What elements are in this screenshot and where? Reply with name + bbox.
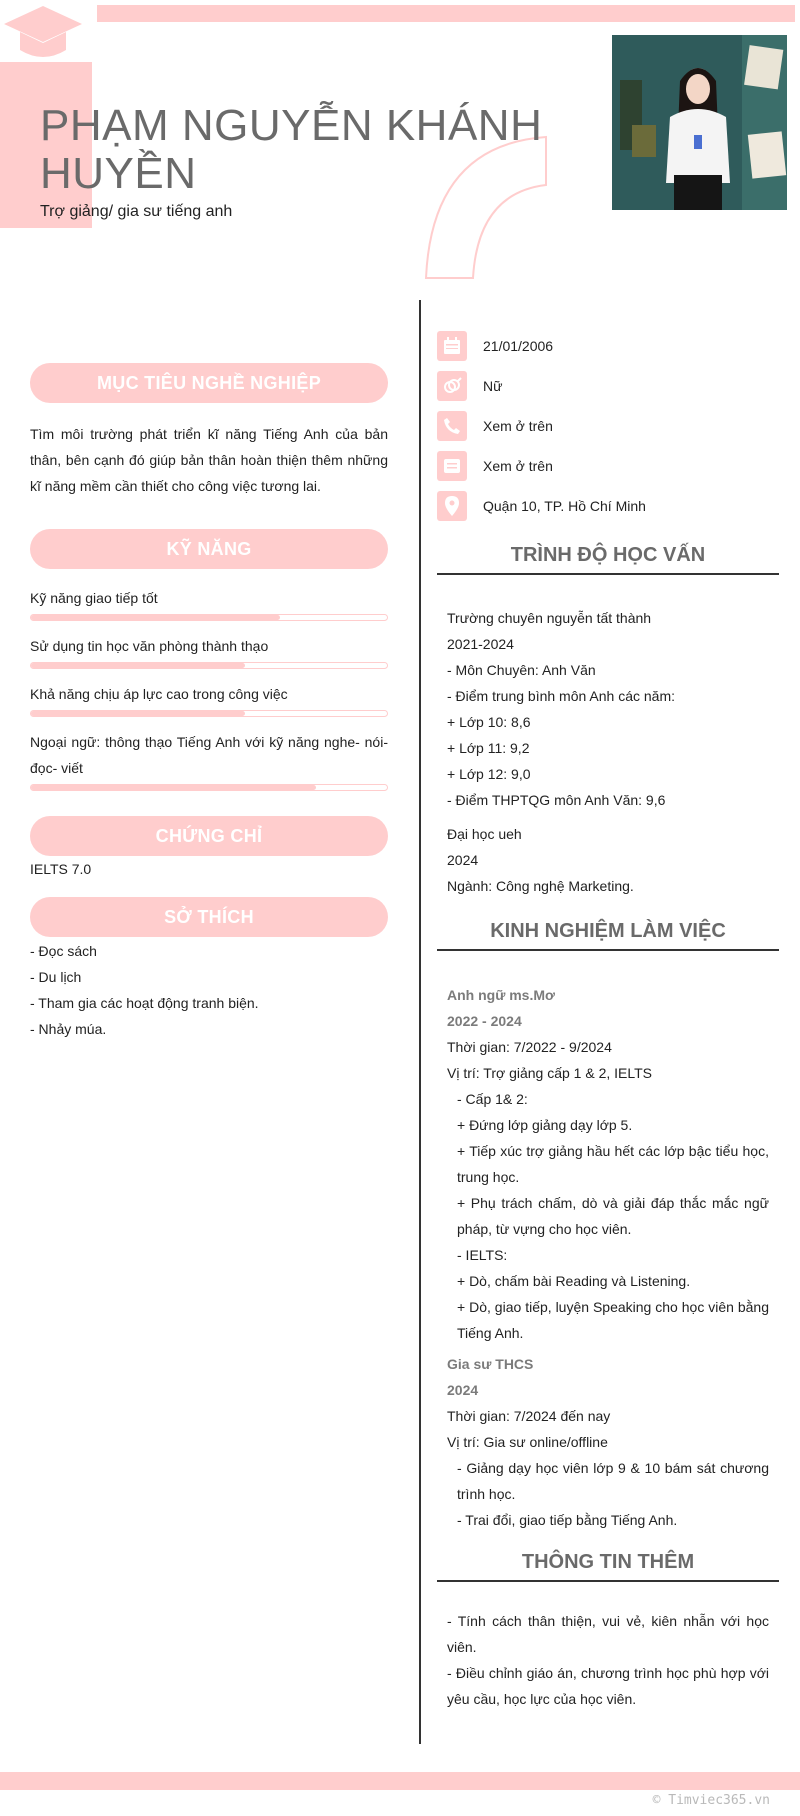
education-line: Ngành: Công nghệ Marketing. — [447, 878, 634, 894]
job-line: Thời gian: 7/2024 đến nay — [447, 1408, 611, 1424]
job-detail: - Giảng dạy học viên lớp 9 & 10 bám sát chương trình học. — [457, 1460, 769, 1502]
company-name: Anh ngữ ms.Mơ — [447, 987, 555, 1003]
education-line: 2021-2024 — [447, 636, 514, 652]
phone-value: Xem ở trên — [483, 418, 553, 434]
hobby-item: - Tham gia các hoạt động tranh biện. — [30, 995, 259, 1011]
education-line: - Điểm THPTQG môn Anh Văn: 9,6 — [447, 792, 666, 808]
experience-rule — [437, 949, 779, 951]
skill-bar-fill — [31, 711, 245, 716]
email-icon — [437, 451, 467, 481]
skill-bar — [30, 614, 388, 621]
email-value: Xem ở trên — [483, 458, 553, 474]
education-rule — [437, 573, 779, 575]
education-heading: TRÌNH ĐỘ HỌC VẤN — [510, 544, 706, 566]
job-detail: + Tiếp xúc trợ giảng hầu hết các lớp bậc tiểu học, trung học. — [457, 1143, 769, 1185]
calendar-icon — [437, 331, 467, 361]
job-detail: + Phụ trách chấm, dò và giải đáp thắc mắc ngữ pháp, từ vựng cho học viên. — [457, 1195, 769, 1237]
hobby-item: - Nhảy múa. — [30, 1021, 107, 1037]
column-divider — [419, 300, 421, 1744]
skill-label: Khả năng chịu áp lực cao trong công việc — [30, 686, 288, 702]
job-line: Vị trí: Trợ giảng cấp 1 & 2, IELTS — [447, 1065, 653, 1081]
gender-value: Nữ — [483, 378, 503, 394]
candidate-name: PHẠM NGUYỄN KHÁNH HUYỀN — [40, 101, 543, 198]
skill-label: Kỹ năng giao tiếp tốt — [30, 590, 158, 606]
skill-bar — [30, 710, 388, 717]
job-detail: + Dò, chấm bài Reading và Listening. — [457, 1273, 691, 1289]
job-title: Trợ giảng/ gia sư tiếng anh — [40, 203, 233, 220]
gender-icon — [437, 371, 467, 401]
education-line: Trường chuyên nguyễn tất thành — [447, 610, 652, 626]
job-detail: - IELTS: — [457, 1247, 508, 1263]
education-line: 2024 — [447, 852, 479, 868]
phone-icon — [437, 411, 467, 441]
hobbies-heading: SỞ THÍCH — [30, 897, 388, 937]
additional-list — [447, 1608, 769, 1712]
contact-address — [437, 490, 646, 522]
experience-job-2 — [447, 1351, 769, 1533]
additional-rule — [437, 1580, 779, 1582]
job-period: 2024 — [447, 1382, 479, 1398]
bottom-accent-stripe — [0, 1772, 800, 1790]
additional-item: - Điều chỉnh giáo án, chương trình học phù hợp với yêu cầu, học lực của học viên. — [447, 1665, 769, 1707]
education-line: - Môn Chuyên: Anh Văn — [447, 662, 596, 678]
education-school-1 — [447, 605, 769, 813]
job-period: 2022 - 2024 — [447, 1013, 522, 1029]
contact-gender — [437, 370, 502, 402]
education-school-2 — [447, 821, 769, 899]
hobby-item: - Du lịch — [30, 969, 82, 985]
job-detail: - Trai đổi, giao tiếp bằng Tiếng Anh. — [457, 1512, 678, 1528]
skill-bar-fill — [31, 785, 316, 790]
certificate-item: IELTS 7.0 — [30, 861, 92, 877]
skill-bar — [30, 662, 388, 669]
location-icon — [437, 491, 467, 521]
education-line: + Lớp 10: 8,6 — [447, 714, 531, 730]
contact-phone — [437, 410, 553, 442]
hobby-item: - Đọc sách — [30, 943, 97, 959]
contact-email — [437, 450, 553, 482]
skill-bar — [30, 784, 388, 791]
additional-item: - Tính cách thân thiện, vui vẻ, kiên nhẫn với học viên. — [447, 1613, 769, 1655]
job-detail: - Cấp 1& 2: — [457, 1091, 528, 1107]
birthdate-value: 21/01/2006 — [483, 338, 554, 354]
experience-heading: KINH NGHIỆM LÀM VIỆC — [490, 920, 726, 942]
job-line: Thời gian: 7/2022 - 9/2024 — [447, 1039, 612, 1055]
objective-heading: MỤC TIÊU NGHỀ NGHIỆP — [30, 363, 388, 403]
job-detail: + Đứng lớp giảng dạy lớp 5. — [457, 1117, 633, 1133]
graduation-cap-icon — [2, 4, 84, 64]
additional-heading: THÔNG TIN THÊM — [521, 1551, 695, 1573]
skill-bar-fill — [31, 663, 245, 668]
education-line: + Lớp 11: 9,2 — [447, 740, 530, 756]
skill-label: Sử dụng tin học văn phòng thành thạo — [30, 638, 269, 654]
address-value: Quận 10, TP. Hồ Chí Minh — [483, 498, 646, 514]
contact-birthdate — [437, 330, 553, 362]
education-line: - Điểm trung bình môn Anh các năm: — [447, 688, 675, 704]
hobbies-list — [30, 938, 388, 1042]
watermark: © Timviec365.vn — [652, 1793, 770, 1808]
job-detail: + Dò, giao tiếp, luyện Speaking cho học viên bằng Tiếng Anh. — [457, 1299, 769, 1341]
company-name: Gia sư THCS — [447, 1356, 534, 1372]
profile-photo — [612, 35, 787, 210]
job-line: Vị trí: Gia sư online/offline — [447, 1434, 608, 1450]
top-accent-stripe — [97, 5, 795, 22]
certificates-heading: CHỨNG CHỈ — [30, 816, 388, 856]
skill-bar-fill — [31, 615, 280, 620]
education-line: Đại học ueh — [447, 826, 522, 842]
skills-heading: KỸ NĂNG — [30, 529, 388, 569]
education-line: + Lớp 12: 9,0 — [447, 766, 531, 782]
skill-label: Ngoại ngữ: thông thạo Tiếng Anh với kỹ năng nghe- nói- đọc- viết — [30, 734, 388, 776]
experience-job-1 — [447, 982, 769, 1346]
objective-text: Tìm môi trường phát triển kĩ năng Tiếng Anh của bản thân, bên cạnh đó giúp bản thân hoàn thiện thêm những kĩ năng mềm cần thiết cho công việc tương lai. — [30, 426, 388, 494]
